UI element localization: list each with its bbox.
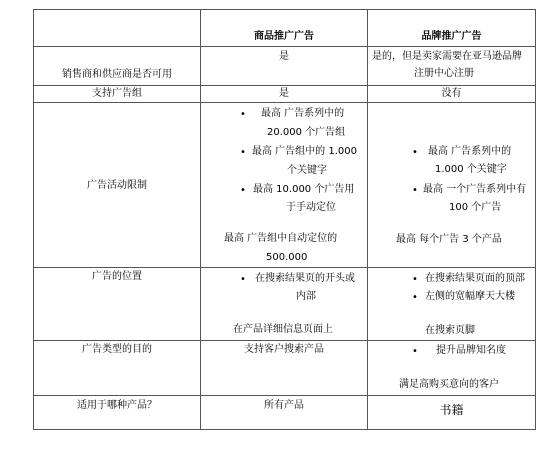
comparison-table — [33, 9, 536, 430]
ad-groups-col3: 没有 — [441, 88, 462, 99]
ad-groups-col2: 是 — [279, 88, 289, 99]
purpose-col3-para: 满足高购买意向的客户 — [399, 379, 499, 390]
bullet-text: 20.000 个广告组 — [267, 127, 346, 138]
bullet-dot: • — [412, 147, 418, 158]
limits-col2-para-line1: 最高 广告组中自动定位的 — [224, 233, 338, 244]
bullet-text: 于手动定位 — [286, 202, 336, 213]
row-label-limits: 广告活动限制 — [87, 180, 147, 191]
bullet-text: 最高 广告组中的 1.000 — [252, 146, 357, 157]
availability-col2: 是 — [279, 51, 289, 62]
bullet-dot: • — [240, 147, 246, 158]
row-label-availability: 销售商和供应商是否可用 — [62, 69, 172, 80]
bullet-text: 个关键字 — [287, 165, 327, 176]
bullet-text: 最高 广告系列中的 — [428, 146, 512, 157]
products-col3: 书籍 — [439, 403, 464, 417]
header-col2: 商品推广广告 — [254, 31, 314, 42]
column-divider — [367, 10, 368, 429]
row-label-placement: 广告的位置 — [92, 271, 142, 282]
bullet-dot: • — [240, 185, 246, 196]
limits-col3-para: 最高 每个广告 3 个产品 — [396, 234, 502, 245]
row-label-products: 适用于哪种产品？ — [77, 400, 157, 411]
bullet-text: 在搜索结果页的开头或 — [255, 273, 355, 284]
row-label-ad-groups: 支持广告组 — [92, 88, 142, 99]
bullet-dot: • — [412, 346, 418, 357]
bullet-text: 最高 广告系列中的 — [261, 108, 345, 119]
row-label-purpose: 广告类型的目的 — [82, 344, 152, 355]
placement-col3-para: 在搜索页脚 — [425, 325, 475, 336]
row-divider — [34, 46, 535, 47]
placement-col2-para: 在产品详细信息页面上 — [233, 324, 333, 335]
bullet-text: 内部 — [296, 291, 316, 302]
bullet-dot: • — [412, 274, 418, 285]
availability-col3-line1: 是的，但是卖家需要在亚马逊品牌 — [372, 51, 522, 62]
limits-col2-para-line2: 500.000 — [266, 252, 308, 263]
bullet-text: 最高 10.000 个广告用 — [253, 184, 355, 195]
bullet-dot: • — [240, 109, 246, 120]
availability-col3-line2: 注册中心注册 — [414, 68, 474, 79]
row-divider — [34, 395, 535, 396]
bullet-dot: • — [240, 274, 246, 285]
bullet-dot: • — [412, 185, 418, 196]
header-col3: 品牌推广广告 — [421, 31, 482, 42]
bullet-text: 在搜索结果页面的顶部 — [425, 273, 525, 284]
bullet-text: 100 个广告 — [449, 202, 502, 213]
purpose-col2: 支持客户搜索产品 — [244, 344, 324, 355]
bullet-text: 最高 一个广告系列中有 — [423, 184, 527, 195]
bullet-dot: • — [412, 292, 418, 303]
bullet-text: 1.000 个关键字 — [435, 164, 507, 175]
bullet-text: 提升品牌知名度 — [436, 345, 506, 356]
products-col2: 所有产品 — [264, 400, 304, 411]
column-divider — [200, 10, 201, 429]
bullet-text: 左侧的宽幅摩天大楼 — [425, 291, 515, 302]
